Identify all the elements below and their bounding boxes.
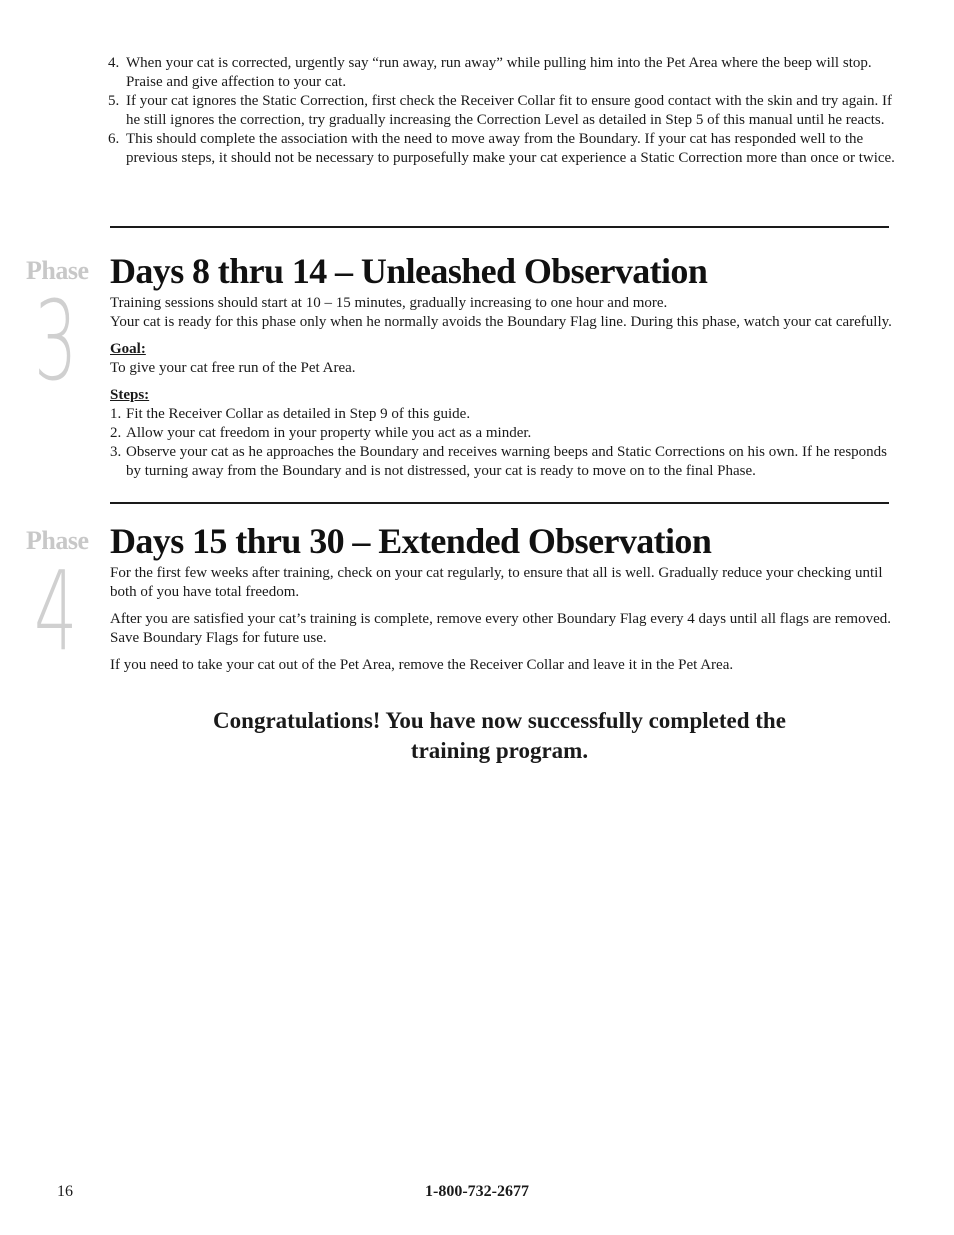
phase-3-label: Phase [26, 256, 89, 285]
phase-4-title: Days 15 thru 30 – Extended Observation [110, 521, 712, 561]
list-item: 3. Observe your cat as he approaches the Boundary and receives warning beeps and Static Corrections on his own. If he responds by turning away from the Boundary and is not distressed, your cat is ready to move on to the final Phase. [110, 444, 888, 479]
phase-4-paragraph: If you need to take your cat out of the Pet Area, remove the Receiver Collar and leave it in the Pet Area. [110, 657, 734, 673]
goal-text: To give your cat free run of the Pet Area. [110, 360, 356, 376]
phase-3-steps-list [110, 405, 900, 481]
list-item: 1. Fit the Receiver Collar as detailed in Step 9 of this guide. [110, 406, 471, 422]
list-item: 4. When your cat is corrected, urgently say “run away, run away” while pulling him into the Pet Area where the beep will stop. Praise and give affection to your cat. [108, 55, 872, 90]
phase-4-paragraph: For the first few weeks after training, check on your cat regularly, to ensure that all is well. Gradually reduce your checking until both of you have total freedom. [110, 565, 883, 600]
section-divider [110, 226, 889, 228]
section-divider [110, 502, 889, 504]
phase-3-number: 3 [34, 277, 78, 405]
phase-4-number: 4 [34, 547, 78, 675]
phase-4-paragraph: After you are satisfied your cat’s training is complete, remove every other Boundary Flag every 4 days until all flags are removed. Save Boundary Flags for future use. [110, 611, 891, 646]
phase-3-intro-line: Training sessions should start at 10 – 15 minutes, gradually increasing to one hour and more. [110, 295, 668, 311]
phase-3-body [110, 294, 900, 481]
phone-number: 1-800-732-2677 [425, 1183, 529, 1200]
intro-steps-list [110, 54, 900, 168]
page-number: 16 [57, 1183, 73, 1200]
phase-3-title: Days 8 thru 14 – Unleashed Observation [110, 251, 708, 291]
phase-3-intro-line: Your cat is ready for this phase only when he normally avoids the Boundary Flag line. During this phase, watch your cat carefully. [110, 314, 892, 330]
list-item: 6. This should complete the association with the need to move away from the Boundary. If your cat has responded well to the previous steps, it should not be necessary to purposefully make your cat experience a Static Correction more than once or twice. [108, 131, 895, 166]
congratulations-message: Congratulations! You have now successfully completed the training program. [213, 708, 786, 763]
list-item: 5. If your cat ignores the Static Correction, first check the Receiver Collar fit to ensure good contact with the skin and try again. If he still ignores the correction, try gradually increasing the Correction Level as detailed in Step 5 of this manual until he reacts. [108, 93, 893, 128]
list-item: 2. Allow your cat freedom in your property while you act as a minder. [110, 425, 532, 441]
goal-label: Goal: [110, 341, 146, 357]
steps-label: Steps: [110, 387, 150, 403]
phase-4-body [110, 564, 900, 675]
phase-4-label: Phase [26, 526, 89, 555]
